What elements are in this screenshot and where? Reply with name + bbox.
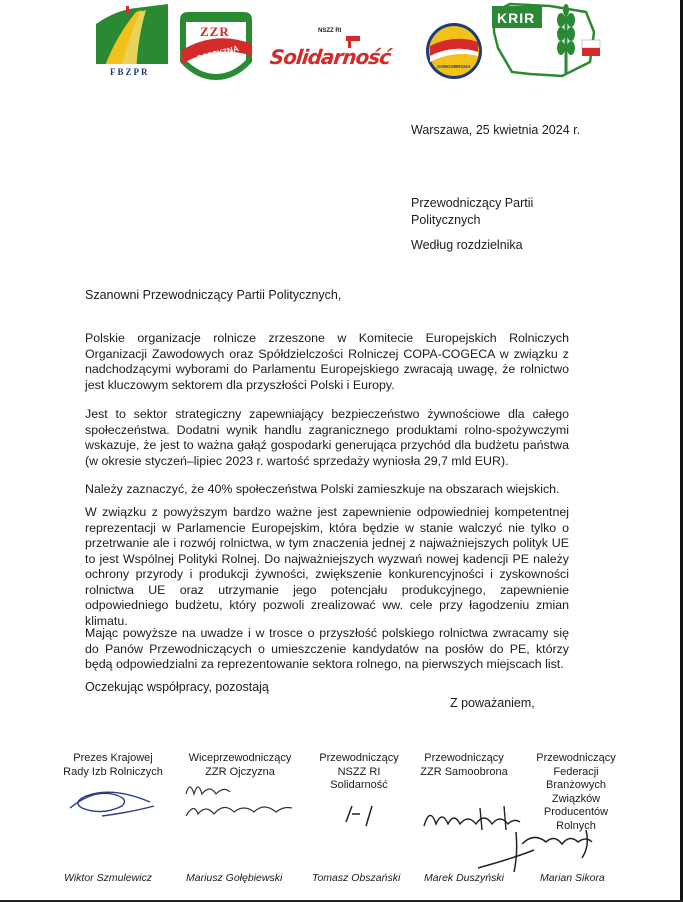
zzr-logo-band-text: OJCZYZNA	[195, 43, 240, 64]
krir-logo	[490, 2, 605, 82]
signatory-2-title: Wiceprzewodniczący ZZR Ojczyzna	[188, 752, 292, 778]
closing-right: Z poważaniem,	[450, 696, 535, 710]
body-paragraph-5: Mając powyższe na uwadze i w trosce o przyszłość polskiego rolnictwa zwracamy się do Panów Przewodniczących o umieszczenie kandydatów na posłów do PE, którzy będą odpowiedzialni za reprezentowanie sektora rolnego, na pierwszych miejscach list.	[85, 626, 569, 671]
krir-logo-text: KRIR	[497, 10, 536, 26]
signatory-3-title: Przewodniczący NSZZ RI Solidarność	[319, 752, 399, 791]
fbzpr-logo-text: FBZPR	[110, 67, 150, 77]
body-paragraph-4: W związku z powyższym bardzo ważne jest zapewnienie odpowiedniej kompetentnej reprezentacji w Parlamencie Europejskim, która będzie w stanie walczyć nie tylko o przetrwanie ale i rozwój rolnictwa, w tym znaczenia jednej z najważniejszych polityk UE to jest Wspólnej Polityki Rolnej. Do najważniejszych wyzwań nowej kadencji PE należy ochrony przyrody i produkcji żywności, zwiększenie konkurencyjności i zyskowności rolnictwa UE oraz utrzymanie jego potencjału produkcyjnego, zapewnienie odpowiedniego budżetu, który pozwoli zrealizować ww. cele przy łagodzeniu zmian klimatu.	[85, 505, 569, 628]
closing-left: Oczekując współpracy, pozostają	[85, 680, 269, 694]
place-date: Warszawa, 25 kwietnia 2024 r.	[411, 123, 581, 137]
zzr-ojczyzna-logo	[176, 10, 256, 82]
signature-2	[180, 776, 300, 826]
signature-5	[474, 824, 604, 874]
solidarnosc-logo-main-text: Solidarność	[268, 45, 392, 69]
signatory-1-title: Prezes Krajowej Rady Izb Rolniczych	[63, 752, 163, 778]
body-paragraph-2: Jest to sektor strategiczny zapewniający bezpieczeństwo żywnościowe dla całego społeczeństwa. Dodatni wynik handlu zagranicznego produktami rolno-spożywczymi wskazuje, że jest to ważna gałąź gospodarki generująca przychód dla budżetu państwa (w okresie styczeń–lipiec 2023 r. wartość sprzedaży wyniosła 29,7 mld EUR).	[85, 407, 569, 468]
recipient-line-1: Przewodniczący Partii	[411, 196, 534, 210]
signatory-3-name: Tomasz Obszański	[312, 872, 401, 884]
body-paragraph-3: Należy zaznaczyć, że 40% społeczeństwa Polski zamieszkuje na obszarach wiejskich.	[85, 482, 560, 496]
signature-1	[62, 772, 162, 832]
zzr-logo-top-text: ZZR	[200, 24, 230, 39]
signature-3	[340, 800, 380, 830]
fbzpr-logo	[96, 4, 168, 82]
body-paragraph-1: Polskie organizacje rolnicze zrzeszone w Komitecie Europejskich Rolniczych Organizacji Zawodowych oraz Spółdzielczości Rolniczej COPA-COGECA w związku z nadchodzącymi wyborami do Parlamentu Europejskiego zwracają uwagę, że rolnictwo jest kluczowym sektorem dla przyszłości Polski i Europy.	[85, 331, 569, 392]
signatory-4-name: Marek Duszyński	[424, 872, 504, 884]
recipient-line-2: Politycznych	[411, 213, 481, 227]
solidarnosc-logo	[266, 28, 416, 84]
salutation: Szanowni Przewodniczący Partii Politycznych,	[85, 288, 342, 302]
distribution-note: Według rozdzielnika	[411, 238, 523, 252]
signatory-1-name: Wiktor Szmulewicz	[64, 872, 152, 884]
samoobrona-logo	[424, 22, 484, 80]
signatory-2-name: Mariusz Gołębiewski	[186, 872, 283, 884]
signatory-5-title: Przewodniczący Federacji Branżowych Związków Producentów Rolnych	[536, 752, 616, 832]
signatory-5-name: Marian Sikora	[540, 872, 605, 884]
samoobrona-logo-text: SAMOOBRONA	[437, 64, 471, 69]
solidarnosc-logo-top-text: NSZZ RI	[318, 28, 342, 34]
signatory-4-title: Przewodniczący ZZR Samoobrona	[420, 752, 508, 778]
